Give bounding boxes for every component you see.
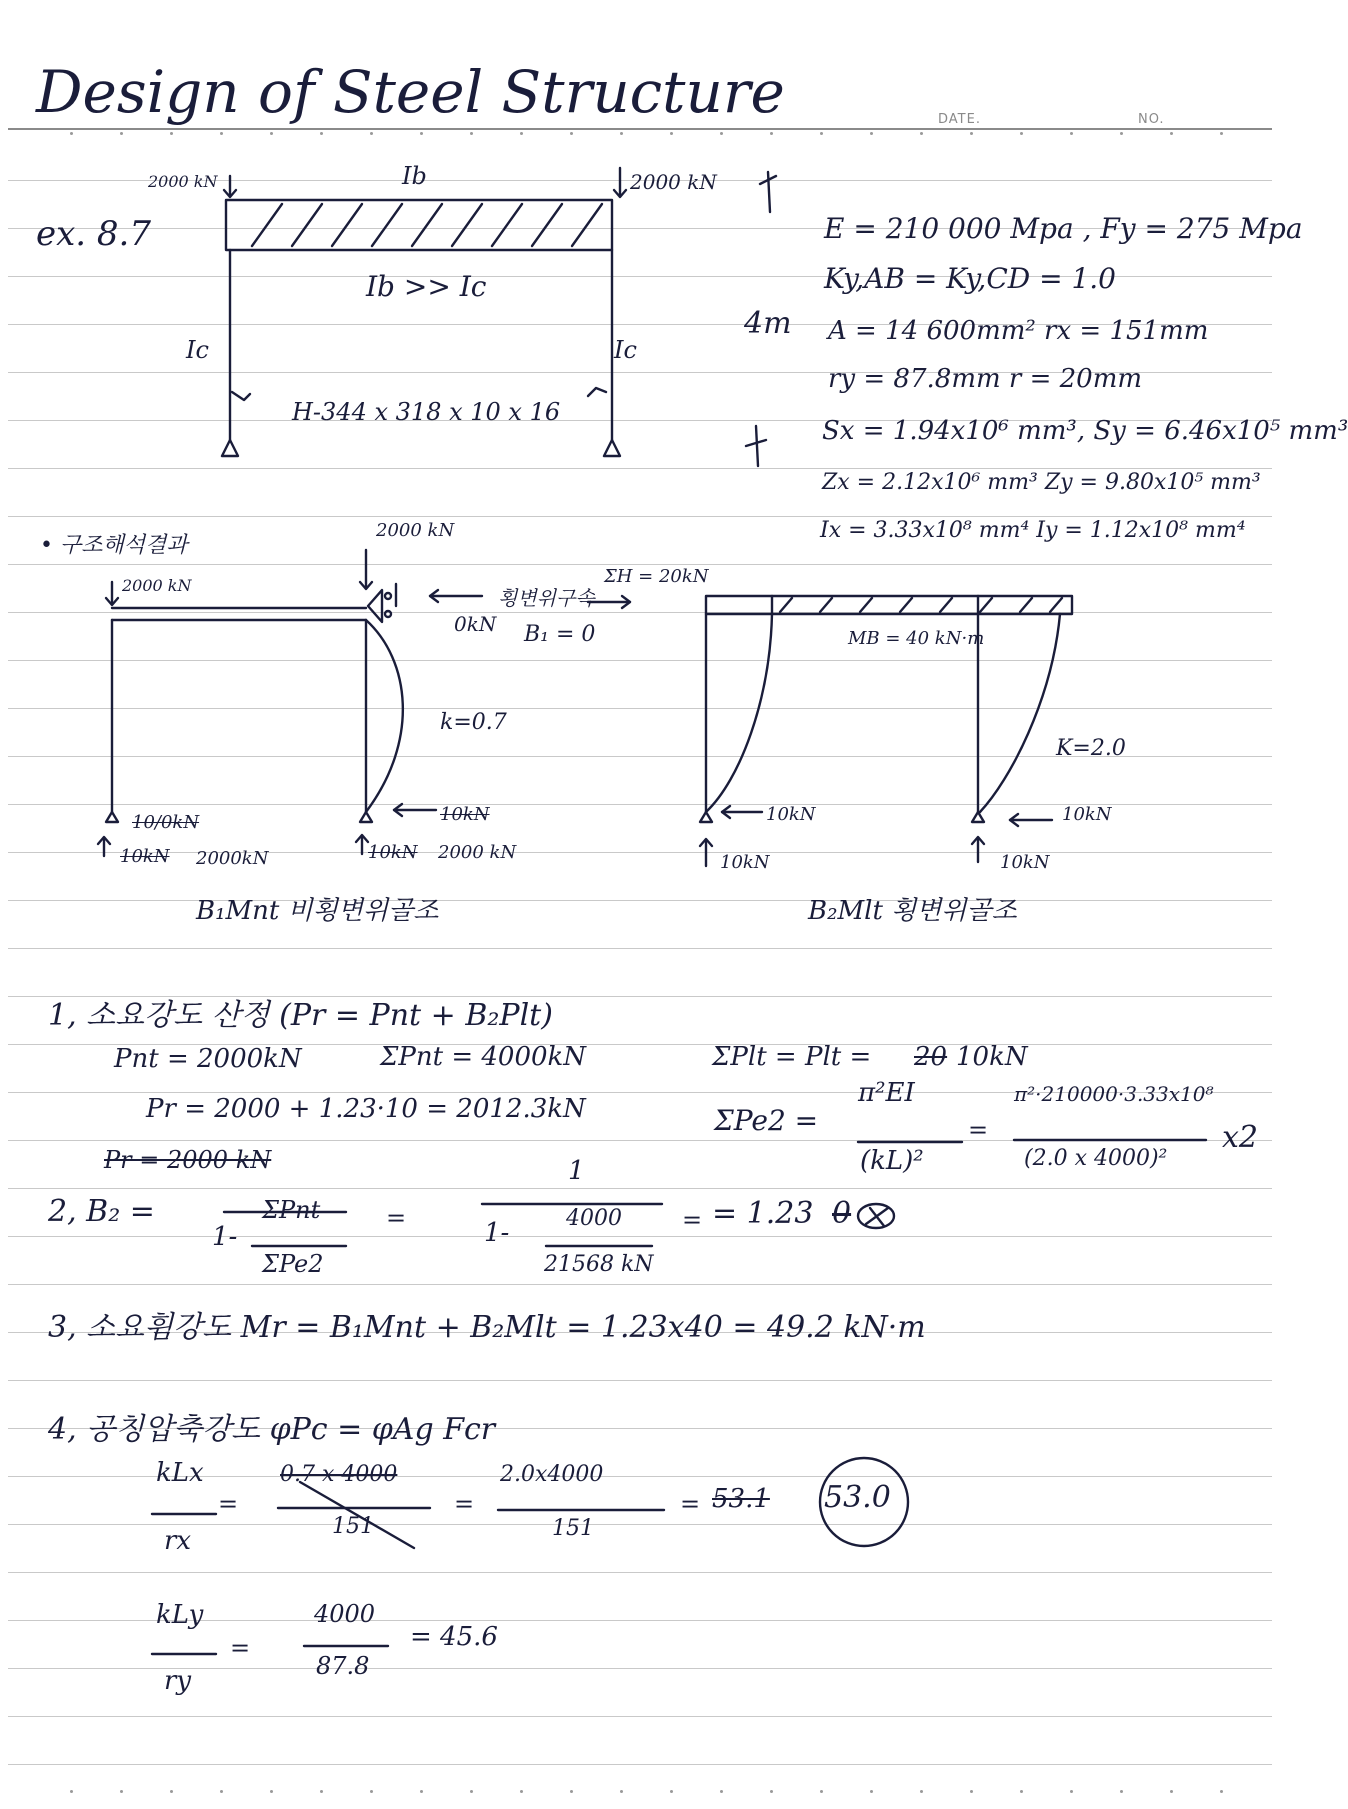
step4-new-numerator: 2.0x4000 xyxy=(500,1462,604,1487)
rule-dot xyxy=(620,1790,623,1793)
nt-vertical-right: 2000 kN xyxy=(438,842,517,863)
step1-sum-plt: ΣPlt = Plt = xyxy=(712,1042,872,1072)
rule-dot xyxy=(420,1790,423,1793)
sum-horizontal: ΣH = 20kN xyxy=(604,566,709,587)
rule-dot xyxy=(1020,132,1023,135)
step1-sum-pnt: ΣPnt = 4000kN xyxy=(380,1042,587,1072)
restraint-note: 횡변위구속 xyxy=(498,586,595,610)
rule-dot xyxy=(920,132,923,135)
rule-dot xyxy=(1070,132,1073,135)
inertia-relation: Ib >> Ic xyxy=(366,270,487,303)
rule-dot xyxy=(120,132,123,135)
step2-inner-denominator: ΣPe2 xyxy=(262,1250,324,1278)
column-inertia-left: Ic xyxy=(186,336,209,364)
rule-dot xyxy=(270,1790,273,1793)
step1-pe2-numerator2: π²·210000·3.33x10⁸ xyxy=(1014,1082,1214,1106)
rule-dot xyxy=(320,1790,323,1793)
step4-equals-3: = xyxy=(680,1490,701,1518)
rule-dot xyxy=(1120,132,1123,135)
step4-kly-result: = 45.6 xyxy=(410,1622,498,1652)
rule-dot xyxy=(1020,1790,1023,1793)
step2-result: = 1.23 xyxy=(712,1196,814,1231)
rule-dot xyxy=(220,132,223,135)
step3-line: 3, 소요휨강도 Mr = B₁Mnt + B₂Mlt = 1.23x40 = 49.2 kN·m xyxy=(48,1310,926,1345)
nt-vertical-left: 2000kN xyxy=(196,848,269,869)
nt-horizontal-left-struck: 10/0kN xyxy=(132,812,200,833)
step4-kly-fraction-denominator: 87.8 xyxy=(316,1652,370,1680)
analysis-load-left: 2000 kN xyxy=(122,576,192,595)
step4-kly-denominator: ry xyxy=(164,1666,192,1696)
rule-dot xyxy=(1220,1790,1223,1793)
property-line: A = 14 600mm² rx = 151mm xyxy=(828,316,1209,346)
rule-dot xyxy=(720,132,723,135)
column-inertia-right: Ic xyxy=(614,336,637,364)
rule-dot xyxy=(970,132,973,135)
rule-dot xyxy=(70,1790,73,1793)
step2-struck-digit: 0 xyxy=(832,1196,852,1231)
rule-dot xyxy=(270,132,273,135)
caption-nonsway: B₁Mnt 비횡변위골조 xyxy=(196,896,439,926)
analysis-heading: • 구조해석결과 xyxy=(40,533,188,558)
number-label: NO. xyxy=(1138,112,1165,127)
rule-dot xyxy=(420,132,423,135)
rule-dot xyxy=(920,1790,923,1793)
step1-pe2-times: x2 xyxy=(1222,1120,1259,1155)
rule-dot xyxy=(770,132,773,135)
step4-kly-numerator: kLy xyxy=(156,1600,204,1630)
step2-fraction-numerator: 4000 xyxy=(566,1206,622,1231)
rule-dot xyxy=(820,1790,823,1793)
caption-sway: B₂Mlt 횡변위골조 xyxy=(808,896,1017,926)
rule-dot xyxy=(520,132,523,135)
rule-dot xyxy=(1170,132,1173,135)
property-line: Ky,AB = Ky,CD = 1.0 xyxy=(824,262,1116,295)
rule-dot xyxy=(1070,1790,1073,1793)
rule-dot xyxy=(870,1790,873,1793)
step1-title: 1, 소요강도 산정 (Pr = Pnt + B₂Plt) xyxy=(48,998,553,1033)
example-label: ex. 8.7 xyxy=(36,214,151,254)
rule-dot xyxy=(320,132,323,135)
rule-dot xyxy=(470,1790,473,1793)
step1-plt-value: 10kN xyxy=(956,1042,1028,1072)
step2-one-b: 1- xyxy=(484,1218,510,1248)
analysis-load-top: 2000 kN xyxy=(376,520,455,541)
step2-numerator-one: 1 xyxy=(568,1156,585,1186)
step4-kly-fraction-numerator: 4000 xyxy=(314,1600,376,1628)
property-line: Zx = 2.12x10⁶ mm³ Zy = 9.80x10⁵ mm³ xyxy=(822,470,1261,495)
step4-equals-2: = xyxy=(454,1490,475,1518)
example-load-left: 2000 kN xyxy=(148,172,218,191)
rule-dot xyxy=(570,132,573,135)
rule-dot xyxy=(870,132,873,135)
rule-dot xyxy=(570,1790,573,1793)
step4-new-denominator: 151 xyxy=(552,1516,594,1541)
rule-dot xyxy=(670,1790,673,1793)
rule-dot xyxy=(970,1790,973,1793)
example-load-right: 2000 kN xyxy=(630,170,717,194)
rule-dot xyxy=(820,132,823,135)
section-designation: H-344 x 318 x 10 x 16 xyxy=(292,398,561,426)
beam-inertia: Ib xyxy=(402,162,427,190)
lt-shear-left: 10kN xyxy=(766,804,816,825)
step2-fraction-denominator: 21568 kN xyxy=(544,1252,654,1277)
step4-klx-numerator: kLx xyxy=(156,1458,204,1488)
moment-mb: MB = 40 kN·m xyxy=(848,628,985,649)
step1-pr: Pr = 2000 + 1.23·10 = 2012.3kN xyxy=(146,1094,586,1124)
rule-dot xyxy=(470,132,473,135)
step2-inner-numerator: ΣPnt xyxy=(262,1196,321,1224)
rule-dot xyxy=(520,1790,523,1793)
step4-title: 4, 공칭압축강도 φPc = φAg Fcr xyxy=(48,1412,496,1447)
rule-dot xyxy=(120,1790,123,1793)
rule-dot xyxy=(720,1790,723,1793)
rule-dot xyxy=(370,132,373,135)
date-label: DATE. xyxy=(938,112,981,127)
rule-dot xyxy=(70,132,73,135)
step4-klx-denominator: rx xyxy=(164,1526,192,1556)
frame-height: 4m xyxy=(744,306,792,341)
page-title: Design of Steel Structure xyxy=(36,58,785,126)
nt-horizontal-right-struck: 10kN xyxy=(440,804,490,825)
step4-struck-result: 53.1 xyxy=(712,1484,770,1514)
nt-vertical-right-struck: 10kN xyxy=(368,842,418,863)
step2-lhs: 2, B₂ = xyxy=(48,1194,155,1229)
step4-struck-numerator: 0.7 x 4000 xyxy=(280,1462,398,1487)
lt-vertical-left: 10kN xyxy=(720,852,770,873)
step4-equals-1: = xyxy=(218,1490,239,1518)
rule-dot xyxy=(1120,1790,1123,1793)
rule-dot xyxy=(620,132,623,135)
rule-dot xyxy=(220,1790,223,1793)
rule-dot xyxy=(370,1790,373,1793)
beta1-zero: B₁ = 0 xyxy=(524,622,596,647)
step4-struck-denominator: 151 xyxy=(332,1514,374,1539)
lt-shear-right: 10kN xyxy=(1062,804,1112,825)
lt-vertical-right: 10kN xyxy=(1000,852,1050,873)
rule-dot xyxy=(770,1790,773,1793)
step1-pr-struck: Pr = 2000 kN xyxy=(104,1146,272,1174)
k-lt-label: K=2.0 xyxy=(1056,736,1126,761)
step4-result: 53.0 xyxy=(824,1480,891,1515)
property-line: E = 210 000 Mpa , Fy = 275 Mpa xyxy=(824,212,1303,245)
rule-dot xyxy=(1170,1790,1173,1793)
step1-pe2-lhs: ΣPe2 = xyxy=(714,1104,819,1137)
step1-pnt: Pnt = 2000kN xyxy=(114,1044,302,1074)
rule-dot xyxy=(670,132,673,135)
step1-pe2-denominator: (kL)² xyxy=(860,1146,924,1176)
step1-pe2-denominator2: (2.0 x 4000)² xyxy=(1024,1146,1168,1171)
property-line: ry = 87.8mm r = 20mm xyxy=(828,364,1143,394)
step1-plt-struck: 20 xyxy=(914,1042,948,1072)
rule-dot xyxy=(170,1790,173,1793)
property-line: Sx = 1.94x10⁶ mm³, Sy = 6.46x10⁵ mm³ xyxy=(822,416,1348,446)
nt-vertical-left-struck: 10kN xyxy=(120,846,170,867)
k-nt-label: k=0.7 xyxy=(440,710,507,735)
step1-pe2-equals: = xyxy=(968,1116,989,1144)
step2-equals-1: = xyxy=(386,1204,407,1232)
rule-dot xyxy=(1220,132,1223,135)
rule-dot xyxy=(170,132,173,135)
zero-force-label: 0kN xyxy=(454,612,497,636)
step4-equals-4: = xyxy=(230,1634,251,1662)
step2-one: 1- xyxy=(212,1222,238,1252)
step2-equals-2: = xyxy=(682,1206,703,1234)
step1-pe2-numerator: π²EI xyxy=(858,1078,915,1108)
property-line: Ix = 3.33x10⁸ mm⁴ Iy = 1.12x10⁸ mm⁴ xyxy=(820,518,1246,543)
